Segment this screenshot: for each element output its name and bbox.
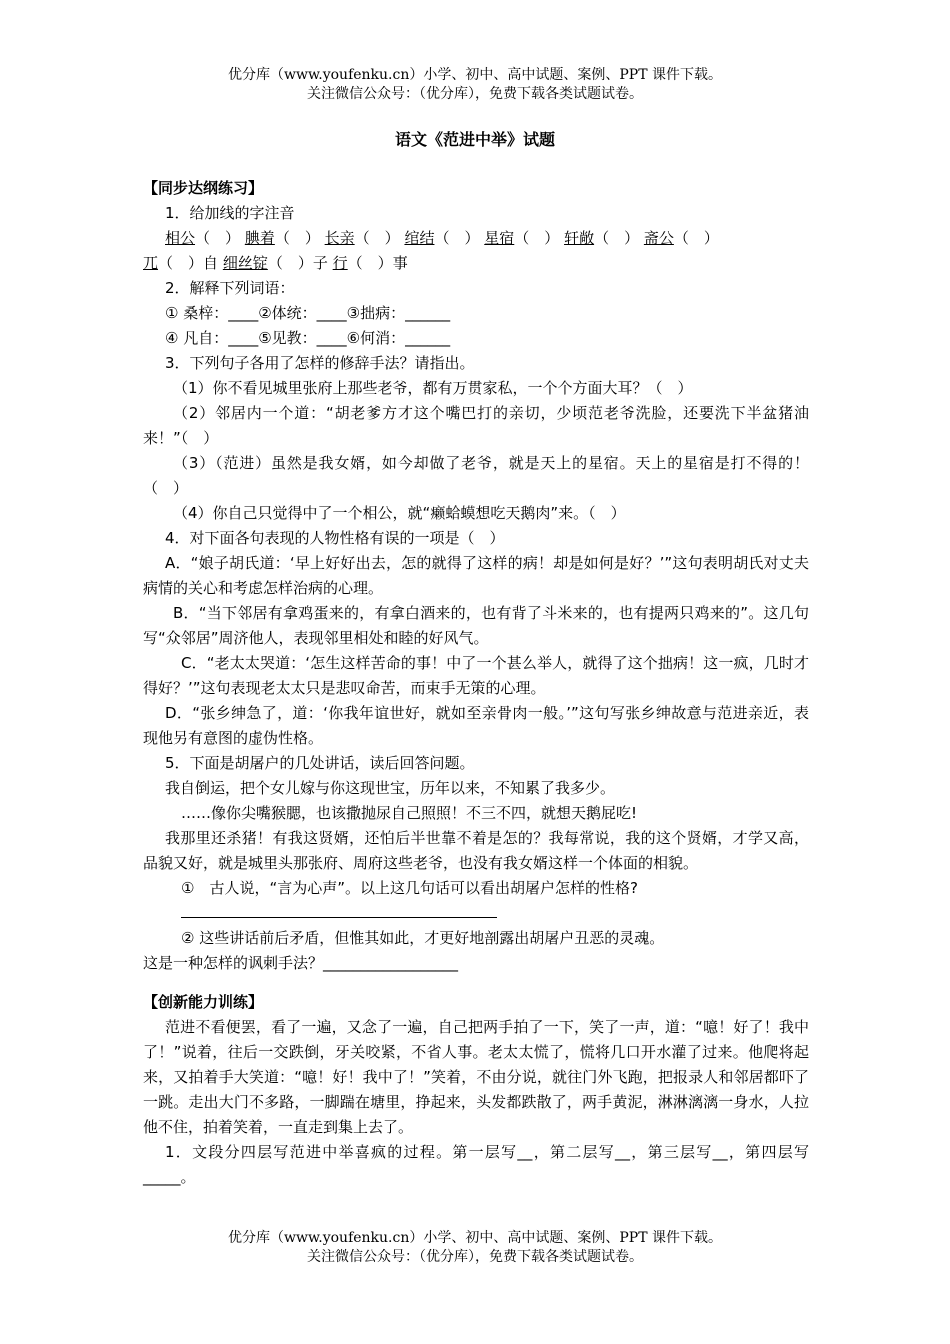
question-5-prompt: 5．下面是胡屠户的几处讲话，读后回答问题。: [165, 754, 475, 772]
page-header: [0, 66, 950, 104]
answer-underline: [181, 903, 497, 918]
word-zhangqin: 长亲: [324, 229, 355, 247]
word-wu: 兀: [143, 254, 159, 272]
answer-blank: （ ）: [347, 254, 393, 272]
char-zi2: 子: [312, 254, 328, 272]
question-3-item-1: （1）你不看见城里张府上那些老爷，都有万贯家私，一个个方面大耳？（ ）: [173, 379, 693, 397]
question-3-item-3: （3）（范进）虽然是我女婿，如今却做了老爷，就是天上的星宿。天上的星宿是打不得的！（ ）: [143, 454, 809, 497]
answer-blank: （ ）: [195, 229, 241, 247]
document-body: [143, 176, 809, 1190]
word-wanjie: 绾结: [404, 229, 435, 247]
question-4-option-c: C．“老太太哭道：‘怎生这样苦命的事！中了一个甚么举人，就得了这个拙病！这一疯，几时才得好？’”这句表现老太太只是悲叹命苦，而束手无策的心理。: [143, 654, 809, 697]
question-3-item-4: （4）你自己只觉得中了一个相公，就“癞蛤蟆想吃天鹅肉”来。（ ）: [173, 504, 626, 522]
answer-blank: （ ）: [514, 229, 560, 247]
question-5-sub-2a: ② 这些讲话前后矛盾，但惟其如此，才更好地剖露出胡屠户丑恶的灵魂。: [181, 929, 665, 947]
word-zhaigong: 斋公: [643, 229, 674, 247]
section-heading-sync: 【同步达纲练习】: [143, 179, 264, 197]
answer-blank: （ ）: [354, 229, 400, 247]
question-5-quote-1: 我自倒运，把个女儿嫁与你这现世宝，历年以来，不知累了我多少。: [165, 779, 616, 797]
question-5-sub-1: ① 古人说，“言为心声”。以上这几句话可以看出胡屠户怎样的性格?: [181, 879, 638, 897]
word-tianzhe: 腆着: [244, 229, 275, 247]
footer-line-2: 关注微信公众号：（优分库），免费下载各类试题试卷。: [307, 1249, 643, 1265]
question-2-line-2: ④ 凡自：____⑤见教：____⑥何消：______: [165, 329, 451, 347]
footer-line-1: 优分库（www.youfenku.cn）小学、初中、高中试题、案例、PPT 课件下载。: [227, 1230, 722, 1246]
question-5-answer-line: [143, 901, 809, 926]
question-4-option-b: B．“当下邻居有拿鸡蛋来的，有拿白酒来的，也有背了斗米来的，也有提两只鸡来的”。这几句写“众邻居”周济他人，表现邻里相处和睦的好风气。: [143, 604, 809, 647]
word-xianggong: 相公: [165, 229, 196, 247]
header-line-1: 优分库（www.youfenku.cn）小学、初中、高中试题、案例、PPT 课件下载。: [227, 67, 722, 83]
page-title: 语文《范进中举》试题: [394, 130, 555, 149]
passage: 范进不看便罢，看了一遍，又念了一遍，自己把两手拍了一下，笑了一声，道：“噫！好了！我中了！”说着，往后一交跌倒，牙关咬紧，不省人事。老太太慌了，慌将几口开水灌了过来。他爬将起来，又拍着手大笑道：“噫！好！我中了！”笑着，不由分说，就往门外飞跑，把报录人和邻居都吓了一跳。走出大门不多路，一脚踹在塘里，挣起来，头发都跌散了，两手黄泥，淋淋漓漓一身水，人拉他不住，拍着笑着，一直走到集上去了。: [143, 1018, 809, 1136]
answer-blank: （ ）: [274, 229, 320, 247]
answer-blank: （ ）: [267, 254, 313, 272]
section-gap: [143, 976, 809, 990]
section-heading-innovation: 【创新能力训练】: [143, 993, 264, 1011]
question-4-option-a: A．“娘子胡氏道：‘早上好好出去，怎的就得了这样的病！却是如何是好？’”这句表明胡氏对丈夫病情的关心和考虑怎样治病的心理。: [143, 554, 809, 597]
answer-blank: （ ）: [673, 229, 719, 247]
question-5-quote-2: ……像你尖嘴猴腮，也该撒抛尿自己照照！不三不四，就想天鹅屁吃!: [181, 804, 638, 822]
question-5-sub-2b: 这是一种怎样的讽刺手法？__________________: [143, 954, 459, 972]
word-xingxiu: 星宿: [484, 229, 515, 247]
char-zi: 自: [203, 254, 219, 272]
word-xuanchang: 轩敞: [564, 229, 595, 247]
question-1-words-line2: [143, 251, 809, 276]
question-5-quote-3: 我那里还杀猪！有我这贤婿，还怕后半世靠不着是怎的？我每常说，我的这个贤婿，才学又高，品貌又好，就是城里头那张府、周府这些老爷，也没有我女婿这样一个体面的相貌。: [143, 829, 809, 872]
answer-blank: （ ）: [594, 229, 640, 247]
word-xisiding: 细丝锭: [222, 254, 268, 272]
answer-blank: （ ）: [434, 229, 480, 247]
question-3-item-2: （2）邻居内一个道：“胡老爹方才这个嘴巴打的亲切，少顷范老爷洗脸，还要洗下半盆猪油来！”（ ）: [143, 404, 809, 447]
question-4-prompt: 4．对下面各句表现的人物性格有误的一项是（ ）: [165, 529, 505, 547]
question-4-option-d: D．“张乡绅急了，道：‘你我年谊世好，就如至亲骨肉一般。’”这句写张乡绅故意与范进亲近，表现他另有意图的虚伪性格。: [143, 704, 809, 747]
page-footer: [0, 1229, 950, 1267]
question-2-prompt: 2．解释下列词语：: [165, 279, 295, 297]
answer-blank: （ ）: [158, 254, 204, 272]
header-line-2: 关注微信公众号：（优分库），免费下载各类试题试卷。: [307, 86, 643, 102]
question-3-prompt: 3．下列句子各用了怎样的修辞手法？请指出。: [165, 354, 475, 372]
word-hang: 行: [332, 254, 348, 272]
question-1-words-line1: [143, 226, 809, 251]
section2-question-1: 1．文段分四层写范进中举喜疯的过程。第一层写__，第二层写__，第三层写__，第四层写_____。: [143, 1143, 809, 1186]
question-2-line-1: ① 桑梓：____②体统：____③拙病：______: [165, 304, 451, 322]
question-1-prompt: 1．给加线的字注音: [165, 204, 295, 222]
char-shi: 事: [392, 254, 408, 272]
